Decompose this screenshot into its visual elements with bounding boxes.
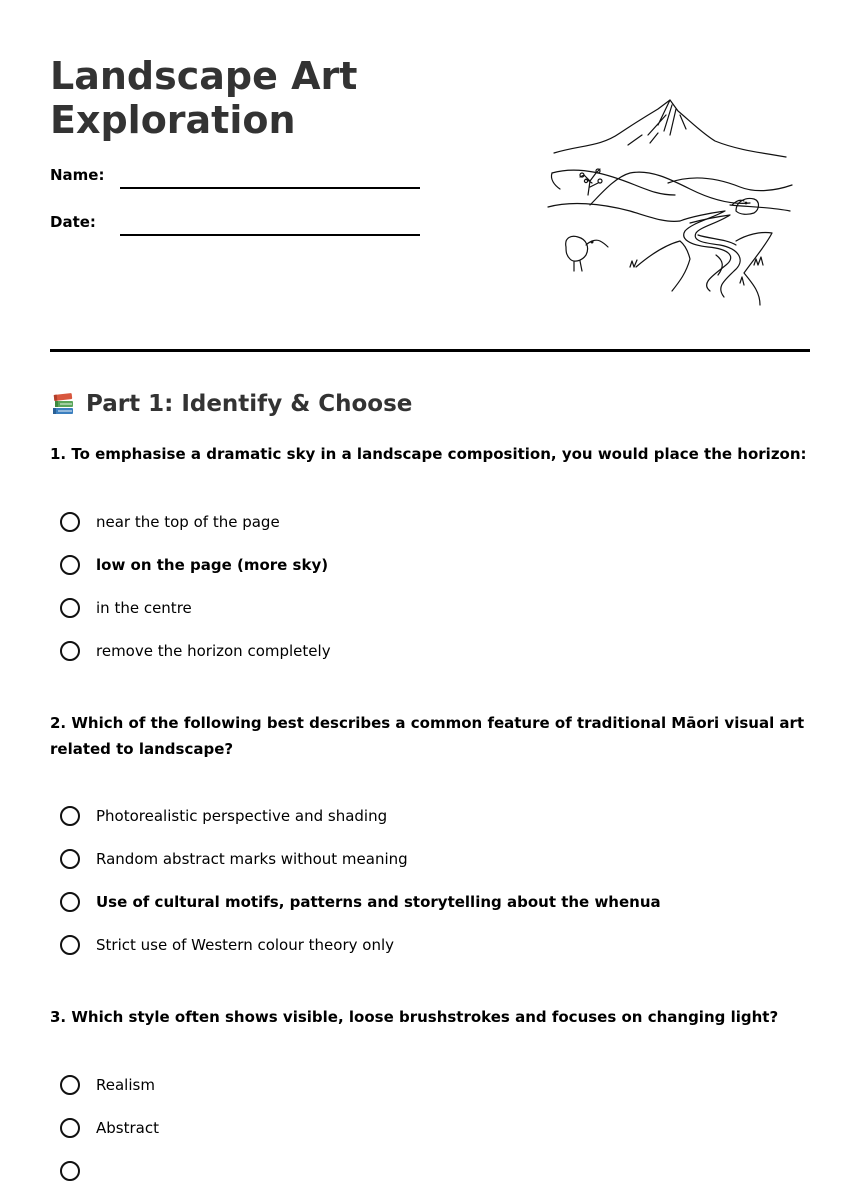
name-field-row bbox=[50, 166, 420, 184]
question-3-option-1[interactable] bbox=[60, 1063, 159, 1106]
question-1-option-4[interactable] bbox=[60, 629, 331, 672]
question-1-option-3[interactable] bbox=[60, 586, 331, 629]
option-label: low on the page (more sky) bbox=[96, 555, 329, 574]
landscape-illustration bbox=[540, 95, 800, 310]
name-label: Name: bbox=[50, 166, 105, 184]
option-label: Photorealistic perspective and shading bbox=[96, 806, 388, 825]
radio-circle[interactable] bbox=[60, 598, 80, 618]
radio-circle[interactable] bbox=[60, 849, 80, 869]
question-1-option-1[interactable] bbox=[60, 500, 331, 543]
question-2-option-2[interactable] bbox=[60, 837, 661, 880]
question-2-option-3[interactable] bbox=[60, 880, 661, 923]
radio-circle[interactable] bbox=[60, 1161, 80, 1181]
radio-circle[interactable] bbox=[60, 1075, 80, 1095]
worksheet-title: Landscape Art Exploration bbox=[50, 54, 358, 142]
radio-circle[interactable] bbox=[60, 641, 80, 661]
question-3-option-2[interactable] bbox=[60, 1106, 159, 1149]
radio-circle[interactable] bbox=[60, 555, 80, 575]
question-1-text: 1. To emphasise a dramatic sky in a landscape composition, you would place the horizon: bbox=[50, 445, 807, 463]
question-3-text: 3. Which style often shows visible, loose brushstrokes and focuses on changing light? bbox=[50, 1008, 779, 1026]
option-label: Realism bbox=[96, 1075, 155, 1094]
question-3-option-3[interactable] bbox=[60, 1149, 159, 1192]
radio-circle[interactable] bbox=[60, 806, 80, 826]
option-label: Abstract bbox=[96, 1118, 159, 1137]
question-2-text: 2. Which of the following best describes a common feature of traditional Māori visual art related to landscape? bbox=[50, 714, 805, 758]
option-label: Random abstract marks without meaning bbox=[96, 849, 408, 868]
question-3-options bbox=[60, 1063, 159, 1192]
radio-circle[interactable] bbox=[60, 892, 80, 912]
radio-circle[interactable] bbox=[60, 1118, 80, 1138]
option-label: Use of cultural motifs, patterns and storytelling about the whenua bbox=[96, 892, 661, 911]
part1-heading bbox=[50, 388, 412, 420]
option-label: in the centre bbox=[96, 598, 192, 617]
part1-heading-text: Part 1: Identify & Choose bbox=[86, 391, 413, 417]
question-1-option-2[interactable] bbox=[60, 543, 331, 586]
option-label: near the top of the page bbox=[96, 512, 280, 531]
option-label: Strict use of Western colour theory only bbox=[96, 935, 395, 954]
question-2-option-1[interactable] bbox=[60, 794, 661, 837]
date-field-row bbox=[50, 213, 420, 231]
books-icon bbox=[50, 391, 76, 417]
date-write-line[interactable] bbox=[120, 234, 420, 236]
name-write-line[interactable] bbox=[120, 187, 420, 189]
question-2-option-4[interactable] bbox=[60, 923, 661, 966]
radio-circle[interactable] bbox=[60, 935, 80, 955]
question-2-options bbox=[60, 794, 661, 966]
radio-circle[interactable] bbox=[60, 512, 80, 532]
option-label: remove the horizon completely bbox=[96, 641, 331, 660]
header-divider bbox=[50, 349, 810, 352]
date-label: Date: bbox=[50, 213, 96, 231]
question-1-options bbox=[60, 500, 331, 672]
